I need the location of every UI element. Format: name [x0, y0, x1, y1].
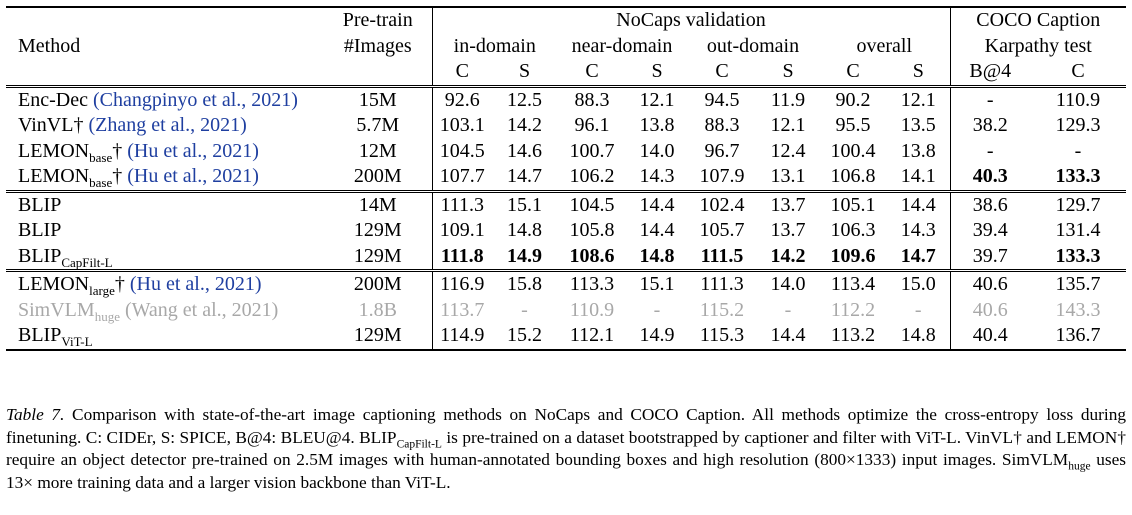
- score-cell: 12.1: [887, 86, 950, 113]
- table-row: [6, 113, 1126, 139]
- method-name: BLIP: [18, 244, 62, 267]
- score-cell: 14.0: [639, 139, 675, 162]
- score-cell: 136.7: [1030, 323, 1126, 350]
- pretrain-images: 15M: [324, 86, 432, 113]
- header-pretrain-line1: Pre-train: [324, 7, 432, 34]
- score-cell: 111.8: [440, 244, 484, 267]
- score-cell: 12.1: [770, 114, 806, 136]
- dagger-mark: †: [112, 165, 123, 187]
- score-cell: 133.3: [1055, 165, 1101, 187]
- dagger-mark: †: [73, 114, 84, 136]
- header-S: S: [782, 60, 794, 82]
- header-out-domain: out-domain: [706, 34, 800, 57]
- score-cell: 14.4: [757, 323, 819, 350]
- citation-link[interactable]: (Zhang et al., 2021): [88, 114, 247, 136]
- method-cell: [6, 139, 324, 165]
- score-cell: 131.4: [1055, 219, 1101, 241]
- score-cell: 105.8: [569, 219, 615, 241]
- header-C: C: [846, 60, 860, 82]
- score-cell: 13.7: [757, 191, 819, 218]
- citation-link[interactable]: (Wang et al., 2021): [124, 298, 279, 321]
- score-cell: 14.9: [627, 323, 687, 350]
- method-cell: [6, 218, 324, 244]
- header-overall: overall: [819, 34, 950, 60]
- method-subscript: huge: [94, 308, 120, 324]
- score-cell: 102.4: [687, 191, 757, 218]
- pretrain-images: 200M: [324, 271, 432, 298]
- score-cell: 100.4: [830, 139, 876, 162]
- score-cell: 14.7: [507, 165, 542, 187]
- score-cell: 40.4: [950, 323, 1030, 350]
- score-cell: 13.1: [770, 165, 806, 187]
- method-name: Enc-Dec: [18, 88, 88, 111]
- pretrain-images: 1.8B: [324, 298, 432, 324]
- score-cell: 92.6: [432, 86, 492, 113]
- pretrain-images: 200M: [324, 164, 432, 191]
- table-row: [6, 139, 1126, 165]
- method-name: BLIP: [18, 324, 62, 346]
- score-cell: 106.8: [830, 165, 876, 187]
- score-cell: 108.6: [569, 244, 615, 267]
- score-cell: 143.3: [1055, 298, 1101, 321]
- score-cell: 14.2: [507, 114, 542, 136]
- citation-link[interactable]: (Hu et al., 2021): [127, 165, 259, 187]
- score-cell: 12.1: [627, 86, 687, 113]
- score-cell: 111.3: [432, 191, 492, 218]
- pretrain-images: 14M: [324, 191, 432, 218]
- method-name: LEMON: [18, 273, 90, 295]
- header-coco-line2: Karpathy test: [984, 34, 1092, 57]
- score-cell: 40.6: [972, 298, 1008, 321]
- table-row: [6, 86, 1126, 113]
- caption-text-1: Comparison with state-of-the-art image captioning methods on NoCaps and COCO Caption. All methods optimize the cross-entropy loss during finetuning. C: CIDEr, S: SPICE, B@4: BLEU@4. BLIP: [6, 405, 1126, 447]
- method-name: BLIP: [18, 219, 62, 241]
- header-C: C: [455, 60, 469, 82]
- method-cell: [6, 244, 324, 271]
- caption-sub-2: huge: [1068, 460, 1091, 473]
- header-C: C: [1071, 60, 1085, 82]
- method-cell: [6, 164, 324, 191]
- score-cell: 106.3: [830, 219, 876, 241]
- score-cell: 38.2: [972, 114, 1008, 136]
- score-cell: 115.2: [699, 298, 745, 321]
- table-row: [6, 271, 1126, 298]
- score-cell: 135.7: [1030, 271, 1126, 298]
- score-cell: 11.9: [757, 86, 819, 113]
- score-cell: 105.1: [819, 191, 887, 218]
- score-cell: 15.8: [492, 271, 557, 298]
- score-cell: 104.5: [439, 139, 485, 162]
- citation-link[interactable]: (Hu et al., 2021): [129, 273, 262, 295]
- table-row: [6, 323, 1126, 350]
- table-row: [6, 164, 1126, 191]
- score-cell: 96.1: [574, 114, 610, 136]
- score-cell: 113.3: [557, 271, 627, 298]
- method-name: BLIP: [18, 193, 62, 216]
- score-cell: 110.9: [569, 298, 615, 321]
- table-body: [6, 86, 1126, 350]
- header-method: Method: [18, 34, 81, 57]
- score-cell: 104.5: [557, 191, 627, 218]
- dagger-mark: †: [112, 139, 123, 162]
- table-row: [6, 191, 1126, 218]
- caption-text-2: is pre-trained on a dataset bootstrapped by captioner and filter with ViT-L. VinVL† and LEMON† require an object detector pre-trained on 2.5M images with human-annotated bounding boxes and high resolution (800×1333) input images. SimVLM: [6, 427, 1126, 470]
- header-coco-line1: COCO Caption: [950, 7, 1126, 34]
- score-cell: 14.8: [887, 323, 950, 350]
- score-cell: 103.1: [439, 114, 485, 136]
- score-cell: 15.1: [492, 191, 557, 218]
- score-cell: 39.4: [972, 219, 1008, 241]
- header-near-domain: near-domain: [571, 34, 673, 57]
- score-cell: 14.0: [757, 271, 819, 298]
- header-nocaps: NoCaps validation: [432, 7, 950, 34]
- pretrain-images: 12M: [324, 139, 432, 165]
- score-cell: 106.2: [569, 165, 615, 187]
- score-cell: 14.7: [887, 244, 950, 271]
- score-cell: 116.9: [432, 271, 492, 298]
- score-cell: 14.4: [627, 191, 687, 218]
- score-cell: 40.6: [950, 271, 1030, 298]
- pretrain-images: 5.7M: [324, 113, 432, 139]
- score-cell: 112.1: [557, 323, 627, 350]
- method-name: LEMON: [18, 139, 90, 162]
- score-cell: -: [784, 298, 792, 321]
- header-pretrain-line2: #Images: [324, 34, 432, 60]
- score-cell: 95.5: [835, 114, 871, 136]
- citation-link[interactable]: (Changpinyo et al., 2021): [92, 88, 298, 111]
- results-table: [6, 6, 1126, 351]
- score-cell: 113.4: [819, 271, 887, 298]
- score-cell: 14.9: [507, 244, 542, 267]
- score-cell: 94.5: [687, 86, 757, 113]
- method-name: LEMON: [18, 165, 90, 187]
- header-in-domain: in-domain: [453, 34, 536, 57]
- score-cell: 38.6: [950, 191, 1030, 218]
- score-cell: 112.2: [830, 298, 876, 321]
- caption-sub-1: CapFilt-L: [396, 438, 442, 451]
- score-cell: 129.3: [1055, 114, 1101, 136]
- table-header: [6, 7, 1126, 86]
- score-cell: 105.7: [699, 219, 745, 241]
- score-cell: 15.2: [492, 323, 557, 350]
- score-cell: 14.3: [639, 165, 675, 187]
- score-cell: 14.1: [887, 164, 950, 191]
- score-cell: 114.9: [432, 323, 492, 350]
- table-row: [6, 218, 1126, 244]
- score-cell: 13.8: [887, 139, 950, 165]
- method-subscript: base: [89, 149, 113, 165]
- pretrain-images: 129M: [324, 244, 432, 271]
- score-cell: 107.7: [439, 165, 485, 187]
- caption-text-3: uses 13× more training data and a larger vision backbone than ViT-L.: [6, 450, 1126, 492]
- score-cell: 12.5: [492, 86, 557, 113]
- score-cell: 96.7: [704, 139, 740, 162]
- header-method-spacer: [6, 7, 324, 34]
- score-cell: 90.2: [819, 86, 887, 113]
- method-cell: [6, 323, 324, 350]
- header-S: S: [887, 59, 950, 86]
- score-cell: 129.7: [1030, 191, 1126, 218]
- score-cell: 109.6: [830, 244, 876, 267]
- header-S: S: [518, 60, 531, 82]
- score-cell: 110.9: [1030, 86, 1126, 113]
- score-cell: 115.3: [687, 323, 757, 350]
- citation-link[interactable]: (Hu et al., 2021): [127, 139, 259, 162]
- score-cell: -: [653, 298, 661, 321]
- score-cell: 13.7: [770, 219, 806, 241]
- table-row: [6, 244, 1126, 271]
- score-cell: -: [1074, 139, 1082, 162]
- score-cell: 39.7: [972, 244, 1008, 267]
- score-cell: 14.4: [639, 219, 675, 241]
- score-cell: 107.9: [699, 165, 745, 187]
- score-cell: -: [887, 298, 950, 324]
- method-name: SimVLM: [18, 298, 95, 321]
- header-B4: B@4: [969, 60, 1012, 82]
- score-cell: 109.1: [439, 219, 485, 241]
- score-cell: 113.7: [440, 298, 485, 321]
- method-cell: [6, 113, 324, 139]
- score-cell: 14.6: [507, 139, 542, 162]
- header-S: S: [651, 60, 663, 82]
- score-cell: 14.3: [887, 218, 950, 244]
- header-C: C: [715, 60, 729, 82]
- pretrain-images: 129M: [324, 323, 432, 350]
- score-cell: 40.3: [972, 165, 1008, 187]
- header-C: C: [585, 60, 599, 82]
- score-cell: 111.3: [687, 271, 757, 298]
- score-cell: 100.7: [569, 139, 615, 162]
- method-cell: [6, 298, 324, 324]
- method-cell: [6, 271, 324, 298]
- method-subscript: base: [89, 175, 113, 190]
- method-cell: [6, 191, 324, 218]
- score-cell: 14.8: [507, 219, 542, 241]
- method-name: VinVL: [18, 114, 74, 136]
- method-subscript: CapFilt-L: [61, 254, 113, 270]
- method-cell: [6, 86, 324, 113]
- score-cell: 14.2: [770, 244, 806, 267]
- method-subscript: ViT-L: [61, 334, 93, 349]
- score-cell: 15.0: [887, 271, 950, 298]
- score-cell: 12.4: [770, 139, 806, 162]
- score-cell: -: [521, 298, 528, 321]
- score-cell: 113.2: [819, 323, 887, 350]
- score-cell: 14.8: [639, 244, 675, 267]
- table-row: [6, 298, 1126, 324]
- score-cell: -: [986, 139, 994, 162]
- score-cell: 88.3: [557, 86, 627, 113]
- method-subscript: large: [89, 283, 115, 298]
- dagger-mark: †: [114, 273, 125, 295]
- caption-label: Table 7.: [6, 405, 65, 424]
- pretrain-images: 129M: [324, 218, 432, 244]
- score-cell: -: [950, 86, 1030, 113]
- table-caption: [6, 404, 1126, 494]
- score-cell: 13.8: [639, 114, 675, 136]
- score-cell: 133.3: [1055, 244, 1101, 267]
- score-cell: 13.5: [887, 113, 950, 139]
- score-cell: 111.5: [700, 244, 744, 267]
- score-cell: 14.4: [887, 191, 950, 218]
- score-cell: 15.1: [627, 271, 687, 298]
- score-cell: 88.3: [704, 114, 740, 136]
